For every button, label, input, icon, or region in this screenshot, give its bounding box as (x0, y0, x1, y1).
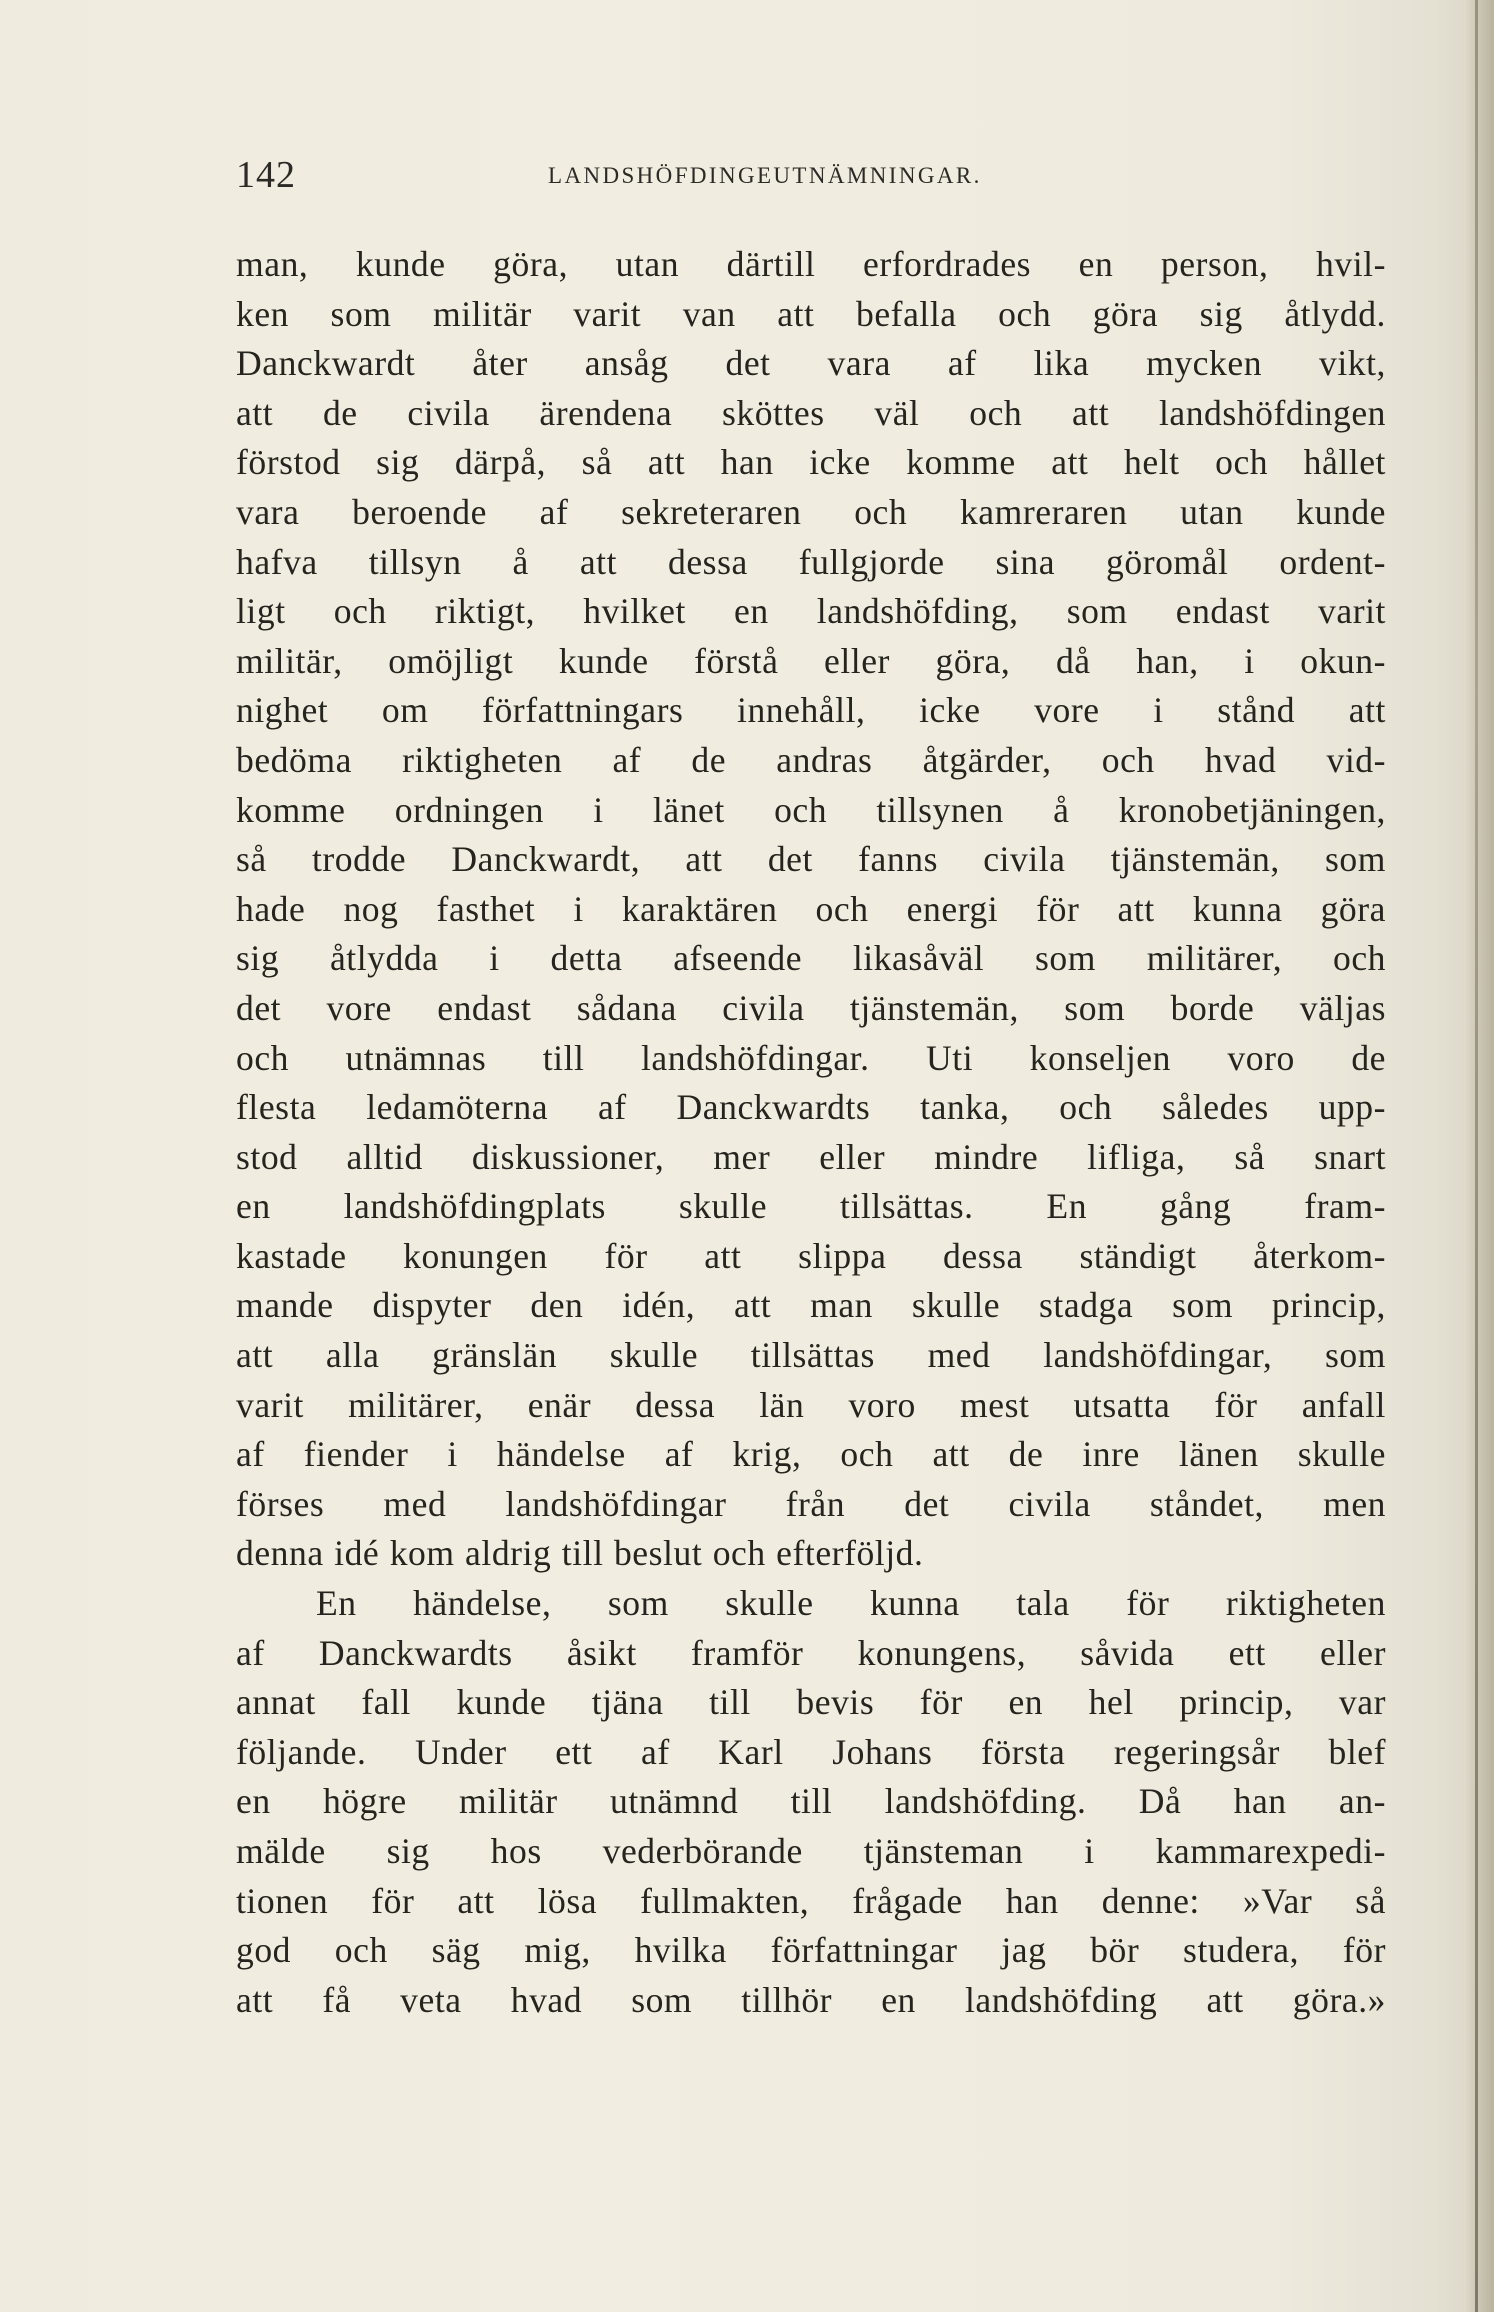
page-header (236, 150, 1386, 200)
page-number: 142 (236, 154, 296, 196)
binding-edge (1475, 0, 1478, 2312)
text-line: följande. Under ett af Karl Johans första regeringsår blef (236, 1731, 1386, 1772)
text-line: det vore endast sådana civila tjänstemän, som borde väljas (236, 987, 1386, 1028)
text-line: bedöma riktigheten af de andras åtgärder, och hvad vid- (236, 739, 1386, 780)
text-line: god och säg mig, hvilka författningar jag bör studera, för (236, 1930, 1386, 1971)
text-line: stod alltid diskussioner, mer eller mindre lifliga, så snart (236, 1136, 1386, 1177)
text-line: så trodde Danckwardt, att det fanns civila tjänstemän, som (236, 839, 1386, 880)
body-text (236, 240, 1386, 2025)
text-line: att de civila ärendena sköttes väl och att landshöfdingen (236, 392, 1386, 433)
text-line: mande dispyter den idén, att man skulle stadga som princip, (236, 1285, 1386, 1326)
text-line: mälde sig hos vederbörande tjänsteman i kammarexpedi- (236, 1831, 1386, 1871)
text-line: hafva tillsyn å att dessa fullgjorde sina göromål ordent- (236, 541, 1386, 582)
text-line: annat fall kunde tjäna till bevis för en hel princip, var (236, 1682, 1386, 1723)
text-line: nighet om författningars innehåll, icke vore i stånd att (236, 690, 1386, 731)
text-line: att få veta hvad som tillhör en landshöfding att göra.» (236, 1979, 1386, 2020)
text-line: komme ordningen i länet och tillsynen å kronobetjäningen, (236, 789, 1386, 830)
text-line: ken som militär varit van att befalla och göra sig åtlydd. (236, 293, 1386, 334)
text-line-paragraph-end: denna idé kom aldrig till beslut och efterföljd. (236, 1533, 924, 1574)
text-line: flesta ledamöterna af Danckwardts tanka, och således upp- (236, 1087, 1386, 1128)
text-line: att alla gränslän skulle tillsättas med landshöfdingar, som (236, 1335, 1386, 1376)
text-line: förstod sig därpå, så att han icke komme att helt och hållet (236, 442, 1386, 483)
text-line: Danckwardt åter ansåg det vara af lika mycken vikt, (236, 343, 1386, 384)
text-line: en landshöfdingplats skulle tillsättas. En gång fram- (236, 1186, 1386, 1227)
text-line-paragraph-start: En händelse, som skulle kunna tala för riktigheten (316, 1583, 1386, 1624)
text-line: förses med landshöfdingar från det civila ståndet, men (236, 1483, 1386, 1524)
text-line: och utnämnas till landshöfdingar. Uti konseljen voro de (236, 1037, 1386, 1078)
text-line: ligt och riktigt, hvilket en landshöfding, som endast varit (236, 591, 1386, 632)
text-line: militär, omöjligt kunde förstå eller göra, då han, i okun- (236, 640, 1386, 681)
text-line: sig åtlydda i detta afseende likasåväl som militärer, och (236, 938, 1386, 979)
text-line: af fiender i händelse af krig, och att de inre länen skulle (236, 1434, 1386, 1475)
text-line: man, kunde göra, utan därtill erfordrades en person, hvil- (236, 244, 1386, 284)
text-line: tionen för att lösa fullmakten, frågade han denne: »Var så (236, 1880, 1386, 1921)
text-line: varit militärer, enär dessa län voro mest utsatta för anfall (236, 1384, 1386, 1425)
running-head: LANDSHÖFDINGEUTNÄMNINGAR. (548, 163, 982, 188)
text-line: kastade konungen för att slippa dessa ständigt återkom- (236, 1235, 1386, 1276)
text-line: hade nog fasthet i karaktären och energi för att kunna göra (236, 888, 1386, 929)
text-line: en högre militär utnämnd till landshöfding. Då han an- (236, 1781, 1386, 1822)
text-line: af Danckwardts åsikt framför konungens, såvida ett eller (236, 1632, 1386, 1673)
text-line: vara beroende af sekreteraren och kamreraren utan kunde (236, 491, 1386, 532)
book-spine-shadow (1464, 0, 1494, 2312)
